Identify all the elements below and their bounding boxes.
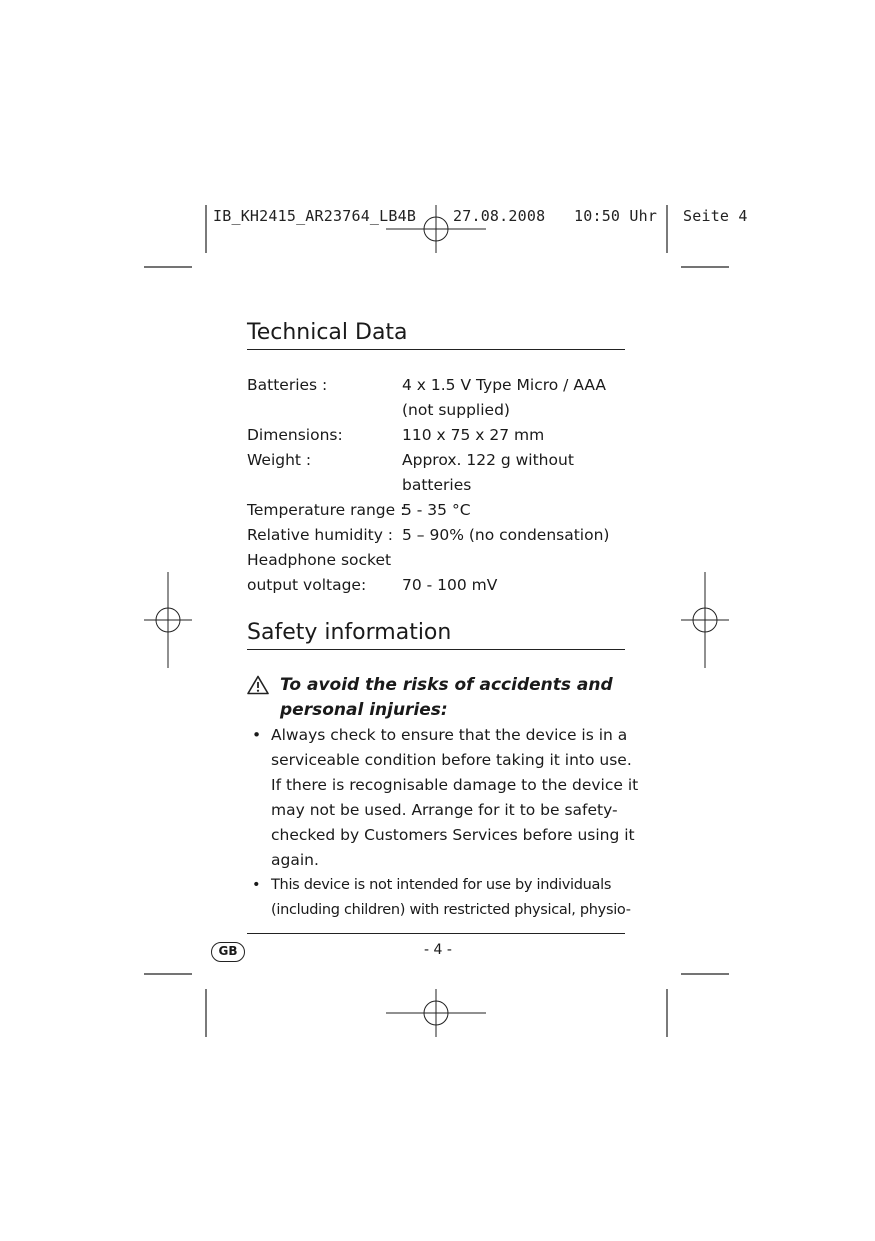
spec-label: Relative humidity : (247, 526, 394, 544)
page-number: - 4 - (424, 942, 452, 958)
safety-bullet-1-text (271, 723, 639, 873)
bullet-text-line: serviceable condition before taking it into use. (271, 751, 632, 769)
warning-text-line-1: To avoid the risks of accidents and (280, 675, 613, 695)
bullet-text-line: (including children) with restricted physical, physio- (271, 902, 631, 918)
spec-label: Batteries : (247, 376, 328, 394)
spec-label: Temperature range : (247, 501, 406, 519)
bullet-text-line: If there is recognisable damage to the device it (271, 776, 639, 794)
spec-value: (not supplied) (402, 401, 510, 419)
spec-label: output voltage: (247, 576, 367, 594)
bullet-text-line: checked by Customers Services before using it (271, 826, 635, 844)
spec-value: 110 x 75 x 27 mm (402, 426, 545, 444)
print-header-time: 10:50 Uhr (574, 207, 658, 225)
spec-value: 4 x 1.5 V Type Micro / AAA (402, 376, 606, 394)
print-header-file: IB_KH2415_AR23764_LB4B (213, 207, 417, 225)
spec-value: 70 - 100 mV (402, 576, 498, 594)
registration-mark-right (681, 572, 729, 668)
spec-value: 5 – 90% (no condensation) (402, 526, 610, 544)
bullet-dot: • (252, 726, 262, 744)
spec-label: Weight : (247, 451, 312, 469)
warning-triangle-icon (247, 675, 269, 695)
warning-text (280, 673, 620, 723)
bullet-text-line: This device is not intended for use by individuals (271, 877, 612, 893)
spec-label: Headphone socket (247, 551, 392, 569)
print-header-date: 27.08.2008 (453, 207, 546, 225)
bullet-text-line: again. (271, 851, 319, 869)
footer-rule (247, 933, 625, 934)
bullet-dot: • (252, 877, 261, 893)
warning-text-line-2: personal injuries: (280, 700, 448, 720)
technical-data-heading: Technical Data (247, 320, 625, 350)
safety-bullet-2-text (271, 873, 631, 923)
bullet-text-line: Always check to ensure that the device is in a (271, 726, 628, 744)
bullet-text-line: may not be used. Arrange for it to be safety- (271, 801, 618, 819)
registration-mark-bottom (386, 989, 486, 1037)
print-header (213, 207, 773, 297)
registration-mark-left (144, 572, 192, 668)
spec-value: 5 - 35 °C (402, 501, 471, 519)
safety-heading: Safety information (247, 620, 625, 650)
spec-label: Dimensions: (247, 426, 343, 444)
country-badge: GB (211, 942, 245, 962)
spec-value: Approx. 122 g without (402, 451, 574, 469)
print-header-page: Seite 4 (683, 207, 748, 225)
spec-value: batteries (402, 476, 472, 494)
